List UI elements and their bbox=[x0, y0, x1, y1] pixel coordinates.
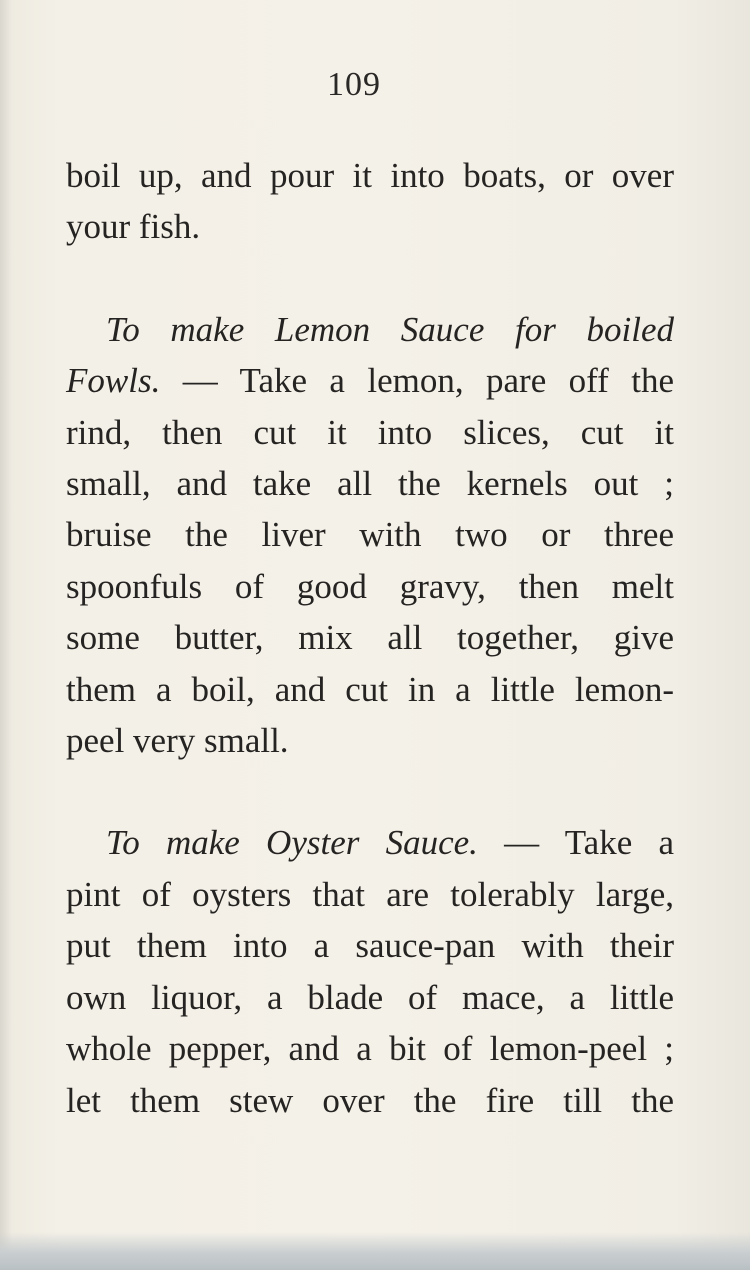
recipe-heading: Fowls. bbox=[66, 361, 161, 401]
page-bottom-edge bbox=[0, 1232, 750, 1270]
recipe-heading-line bbox=[66, 304, 674, 355]
text-line: small, and take all the kernels out ; bbox=[66, 464, 674, 504]
text-line: own liquor, a blade of mace, a little bbox=[66, 977, 674, 1017]
text-line: some butter, mix all together, give bbox=[66, 618, 674, 658]
text-line bbox=[66, 355, 674, 406]
paragraph-lemon-sauce bbox=[66, 304, 674, 767]
text-line: spoonfuls of good gravy, then melt bbox=[66, 566, 674, 606]
paragraph-oyster-sauce bbox=[66, 817, 674, 1125]
text-line: whole pepper, and a bit of lemon-peel ; bbox=[66, 1029, 674, 1069]
recipe-heading: To make Lemon Sauce for boiled bbox=[106, 309, 674, 349]
text-line: your fish. bbox=[66, 207, 201, 247]
text-line: pint of oysters that are tolerably large, bbox=[66, 874, 674, 914]
paragraph-continuation bbox=[66, 150, 674, 253]
text-line: rind, then cut it into slices, cut it bbox=[66, 412, 674, 452]
paragraph-spacer bbox=[66, 766, 674, 817]
text-line: bruise the liver with two or three bbox=[66, 515, 674, 555]
text-line: let them stew over the fire till the bbox=[66, 1080, 674, 1120]
text-run: — Take a lemon, pare off the bbox=[160, 361, 674, 401]
text-line: boil up, and pour it into boats, or over bbox=[66, 156, 674, 195]
text-line: put them into a sauce-pan with their bbox=[66, 926, 674, 966]
text-line: peel very small. bbox=[66, 721, 289, 761]
text-line: them a boil, and cut in a little lemon- bbox=[66, 669, 674, 709]
page-gutter-shadow bbox=[0, 0, 12, 1270]
page-body bbox=[66, 150, 674, 1126]
page-number: 109 bbox=[327, 66, 381, 103]
recipe-heading: To make Oyster Sauce. bbox=[106, 823, 478, 863]
text-run: — Take a bbox=[477, 823, 674, 863]
paragraph-spacer bbox=[66, 253, 674, 304]
text-line bbox=[66, 817, 674, 868]
